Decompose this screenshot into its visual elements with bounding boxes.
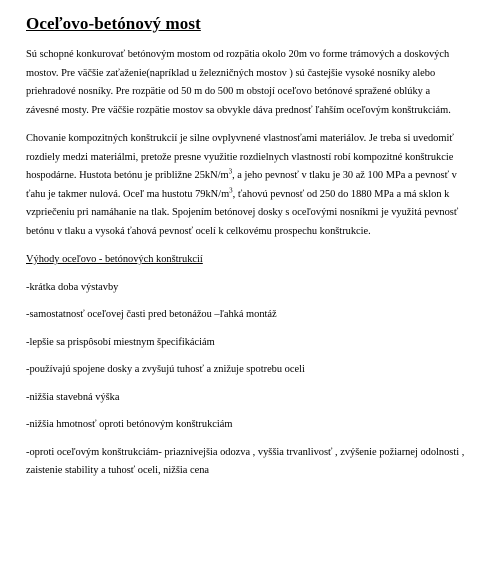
paragraph-text-part2: , a jeho pevnosť v tlaku je 30 až 100 MPa a pevnosť v ťahu je takmer nulová. Oceľ ma hustotu 79kN/m [26, 170, 457, 200]
composite-behavior-paragraph [26, 130, 465, 241]
document-title: Oceľovo-betónový most [26, 14, 201, 33]
list-item: -lepšie sa prispôsobí miestnym špecifikáciám [26, 336, 215, 348]
paragraph-text-part1: Chovanie kompozitných konštrukcií je silne ovplyvnené vlastnosťami materiálov. Je treba si uvedomiť rozdiely medzi materiálmi, pretože presne využitie rozdielnych vlastností robí kompozitné konštrukcie hospodárne. Hustota betónu je približne 25kN/m [26, 133, 454, 181]
superscript-cubed: 3 [229, 186, 233, 195]
list-item: -krátka doba výstavby [26, 281, 119, 293]
list-item: -samostatnosť oceľovej časti pred betonážou –ľahká montáž [26, 309, 277, 320]
superscript-cubed: 3 [228, 167, 233, 176]
list-item: -používajú spojene dosky a zvyšujú tuhosť a znižuje spotrebu oceli [26, 364, 305, 375]
advantages-list [26, 279, 465, 481]
list-item: -nižšia stavebná výška [26, 391, 120, 403]
list-item: -nižšia hmotnosť oproti betónovým konštrukciám [26, 419, 233, 430]
list-item: -oproti oceľovým konštrukciám- priaznivejšia odozva , vyššia trvanlivosť , zvýšenie požiarnej odolnosti , zaistenie stability a tuhosť oceli, nižšia cena [26, 446, 465, 476]
advantages-heading: Výhody oceľovo - betónových konštrukcií [26, 254, 203, 265]
paragraph-text-part3: , ťahovú pevnosť od 250 do 1880 MPa a má sklon k vzpriečeniu pri namáhanie na tlak. Spojením betónovej dosky s oceľovými nosníkmi je využitá pevnosť betónu v tlaku a vysoká ťahová pevnosť ocelí k celkovému prospechu konštrukcie. [26, 188, 459, 237]
intro-paragraph: Sú schopné konkurovať betónovým mostom od rozpätia okolo 20m vo forme trámových a doskových mostov. Pre väčšie zaťaženie(napríklad u železničných mostov ) sú častejšie vysoké nosníky alebo priehradové nosníky. Pre rozpätie od 50 m do 500 m obstojí oceľovo betónové spražené oblúky a závesné mosty. Pre väčšie rozpätie mostov sa obvykle dáva prednosť ľahším oceľovým konštrukciám. [26, 49, 451, 116]
